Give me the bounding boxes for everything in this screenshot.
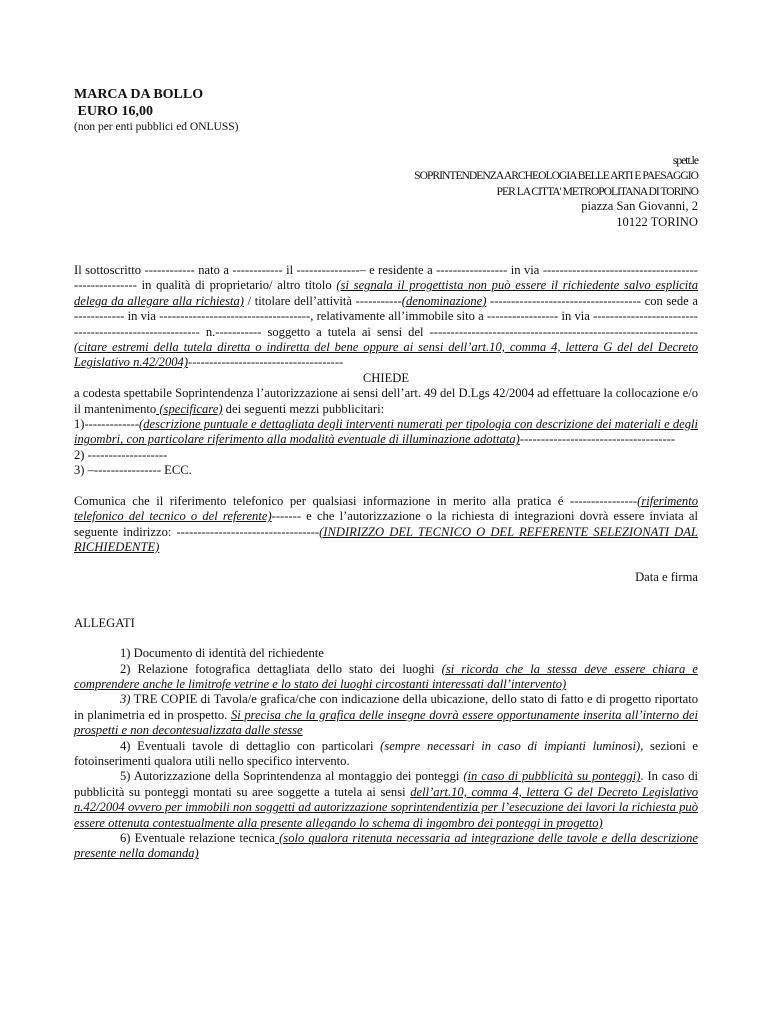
attachment-note: (in caso di pubblicità su ponteggi): [463, 769, 641, 784]
intro-note-designer: (si segnala il progettista non può essere il richiedente salvo esplicita delega da allegare alla richiesta): [74, 278, 699, 308]
intro-paragraph: [74, 263, 698, 371]
request-item-text: 1)-------------: [74, 417, 140, 432]
attachment-note: (sempre necessari in caso di impianti luminosi): [380, 738, 641, 753]
request-note: (specificare): [156, 401, 223, 416]
attachment-2: [74, 662, 698, 693]
attachment-note: (si ricorda che la stessa deve essere chiara e comprendere anche le limitrofe vetrine e lo stato dei luoghi circostanti interessati dall’intervento): [74, 661, 698, 691]
attachment-text: . In caso di pubblicità su ponteggi montati su aree soggette a tutela ai sensi: [74, 769, 698, 799]
request-item-3: 3) –---------------- ECC.: [74, 463, 192, 478]
attachment-text: 6) Eventuale relazione tecnica: [120, 831, 275, 845]
request-item-note: (descrizione puntuale e dettagliata degli interventi numerati per tipologia con descrizione dei materiali e degli ingombri, con particolare riferimento alla modalità eventuale di illuminazione adottata): [74, 417, 698, 447]
request-text: a codesta spettabile Soprintendenza l’autorizzazione ai sensi dell’art. 49 del D.Lgs 42/2004 ad effettuare la collocazione e/o il mantenimento: [74, 386, 698, 416]
attachment-text: 4) Eventuali tavole di dettaglio con particolari: [120, 738, 381, 753]
recipient-office-area: PER LA CITTA' METROPOLITANA DI TORINO: [496, 184, 698, 198]
request-paragraph: [74, 386, 698, 417]
request-item-text: -------------------------------------: [519, 432, 676, 447]
stamp-note: (non per enti pubblici ed ONLUSS): [74, 121, 239, 133]
request-item-1: [74, 417, 698, 448]
attachment-text: TRE COPIE di Tavola/e grafica/che con indicazione della ubicazione, dello stato di fatto e di progetto riportato in planimetria ed in prospetto.: [74, 692, 698, 722]
intro-text: -------------------------------------: [188, 355, 344, 370]
attachment-4: [74, 739, 698, 770]
contact-text: Comunica che il riferimento telefonico per qualsiasi informazione in merito alla pratica é ----------------: [74, 493, 638, 508]
stamp-block: [74, 86, 239, 134]
attachment-number: 3): [120, 692, 131, 707]
contact-paragraph: [74, 494, 698, 556]
recipient-office: SOPRINTENDENZA ARCHEOLOGIA BELLE ARTI E PAESAGGIO: [414, 169, 698, 183]
contact-text: ------- e che l’autorizzazione o la richiesta di integrazioni dovrà essere inviata al seguente indirizzo: ----------------------------------: [74, 509, 698, 539]
request-text: dei seguenti mezzi pubblicitari:: [222, 401, 385, 416]
attachment-note: Si precisa che la grafica delle insegne dovrà essere opportunamente inserita all’interno dei prospetti e non decontesualizzata dalle stesse: [74, 707, 699, 738]
stamp-title: MARCA DA BOLLO: [74, 87, 204, 102]
attachment-5: [74, 769, 698, 831]
stamp-amount: EURO 16,00: [74, 104, 153, 119]
attachment-text: 2) Relazione fotografica dettagliata dello stato dei luoghi: [120, 661, 442, 676]
request-item-2: 2) -------------------: [74, 447, 168, 462]
attachment-3: [74, 692, 698, 738]
recipient-address: [414, 153, 698, 230]
attachment-text: 5) Autorizzazione della Soprintendenza al montaggio dei ponteggi: [120, 769, 464, 784]
allegati-heading: ALLEGATI: [74, 615, 135, 630]
attachment-note: dell’art.10, comma 4, lettera G del Decreto Legislativo n.42/2004 ovvero per immobili non soggetti ad autorizzazione soprintendentizia per l’esecuzione dei lavori la richiesta può essere ottenuta contestualmente alla presente allegando lo schema di ingombro dei ponteggi in progetto): [74, 784, 698, 830]
contact-address-note: (INDIRIZZO DEL TECNICO O DEL REFERENTE SELEZIONATI DAL RICHIEDENTE): [74, 524, 698, 554]
attachment-text: , sezioni e fotoinserimenti qualora utili nello specifico intervento.: [74, 738, 698, 768]
recipient-city: 10122 TORINO: [616, 214, 698, 229]
letter-body: [74, 263, 698, 862]
intro-text: / titolare dell’attività -----------: [243, 293, 402, 308]
recipient-street: piazza San Giovanni, 2: [581, 199, 698, 214]
attachment-6: [74, 831, 698, 862]
contact-note: (riferimento telefonico del tecnico o del referente): [74, 493, 698, 524]
recipient-salutation: spett.le: [672, 154, 698, 167]
chiede-heading: CHIEDE: [362, 370, 410, 385]
intro-note-protection: (citare estremi della tutela diretta o indiretta del bene oppure ai sensi dell’art.10, comma 4, lettera G del del Decreto Legislativo n.42/2004): [74, 340, 698, 370]
date-and-signature: Data e firma: [635, 570, 698, 585]
intro-text: ------------------------------------ con sede a ------------ in via ------------------------------------, relativamente all’immobile sito a ----------------- in via ------------------------------------------------------- n.----------- soggetto a tutela ai sensi del ----------------------------------------------------------------: [74, 293, 698, 339]
intro-text: Il sottoscritto ------------ nato a ------------ il ---------------– e residente a ----------------- in via ---------------------------------------------------- in qualità di proprietario/ altro titolo: [74, 263, 698, 293]
attachment-note: (solo qualora ritenuta necessaria ad integrazione delle tavole e della descrizione presente nella domanda): [74, 831, 698, 861]
intro-note-name: (denominazione): [401, 293, 487, 308]
attachment-1: 1) Documento di identità del richiedente: [120, 646, 324, 661]
